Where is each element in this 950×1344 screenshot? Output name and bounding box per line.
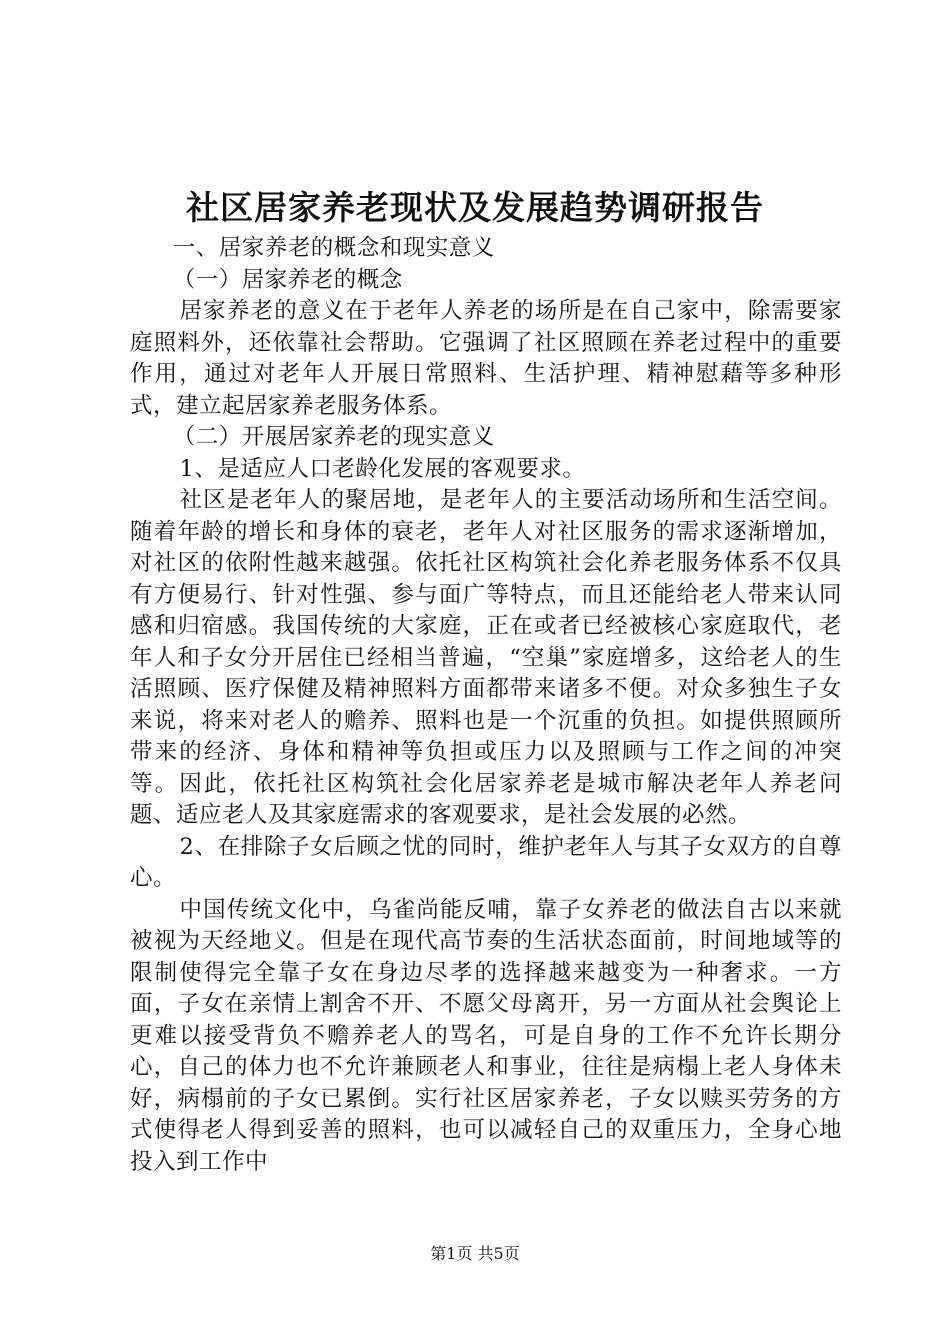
document-body bbox=[130, 233, 842, 1178]
numbered-point: 2、在排除子女后顾之忧的同时，维护老年人与其子女双方的自尊心。 bbox=[130, 833, 842, 891]
body-paragraph: 居家养老的意义在于老年人养老的场所是在自己家中，除需要家庭照料外，还依靠社会帮助。它强调了社区照顾在养老过程中的重要作用，通过对老年人开展日常照料、生活护理、精神慰藉等多种形式，建立起居家养老服务体系。 bbox=[130, 298, 842, 419]
section-heading: 一、居家养老的概念和现实意义 bbox=[172, 235, 495, 261]
body-paragraph: 社区是老年人的聚居地，是老年人的主要活动场所和生活空间。随着年龄的增长和身体的衰老，老年人对社区服务的需求逐渐增加，对社区的依附性越来越强。依托社区构筑社会化养老服务体系不仅具有方便易行、针对性强、参与面广等特点，而且还能给老人带来认同感和归宿感。我国传统的大家庭，正在或者已经被核心家庭取代，老年人和子女分开居住已经相当普遍，“空巢”家庭增多，这给老人的生活照顾、医疗保健及精神照料方面都带来诸多不便。对众多独生子女来说，将来对老人的赡养、照料也是一个沉重的负担。如提供照顾所带来的经济、身体和精神等负担或压力以及照顾与工作之间的冲突等。因此，依托社区构筑社会化居家养老是城市解决老年人养老问题、适应老人及其家庭需求的客观要求，是社会发展的必然。 bbox=[130, 487, 842, 828]
page-footer: 第1页 共5页 bbox=[430, 1244, 520, 1263]
document-title: 社区居家养老现状及发展趋势调研报告 bbox=[186, 188, 764, 227]
subsection-heading: （一）居家养老的概念 bbox=[172, 266, 403, 293]
body-paragraph: 中国传统文化中，乌雀尚能反哺，靠子女养老的做法自古以来就被视为天经地义。但是在现代高节奏的生活状态面前，时间地域等的限制使得完全靠子女在身边尽孝的选择越来越变为一种奢求。一方面，子女在亲情上割舍不开、不愿父母离开，另一方面从社会舆论上更难以接受背负不赡养老人的骂名，可是自身的工作不允许长期分心，自己的体力也不允许兼顾老人和事业，往往是病榻上老人身体未好，病榻前的子女已累倒。实行社区居家养老，子女以赎买劳务的方式使得老人得到妥善的照料，也可以减轻自己的双重压力，全身心地投入到工作中 bbox=[130, 896, 842, 1175]
numbered-point: 1、是适应人口老龄化发展的客观要求。 bbox=[179, 455, 586, 482]
subsection-heading: （二）开展居家养老的现实意义 bbox=[172, 424, 495, 450]
